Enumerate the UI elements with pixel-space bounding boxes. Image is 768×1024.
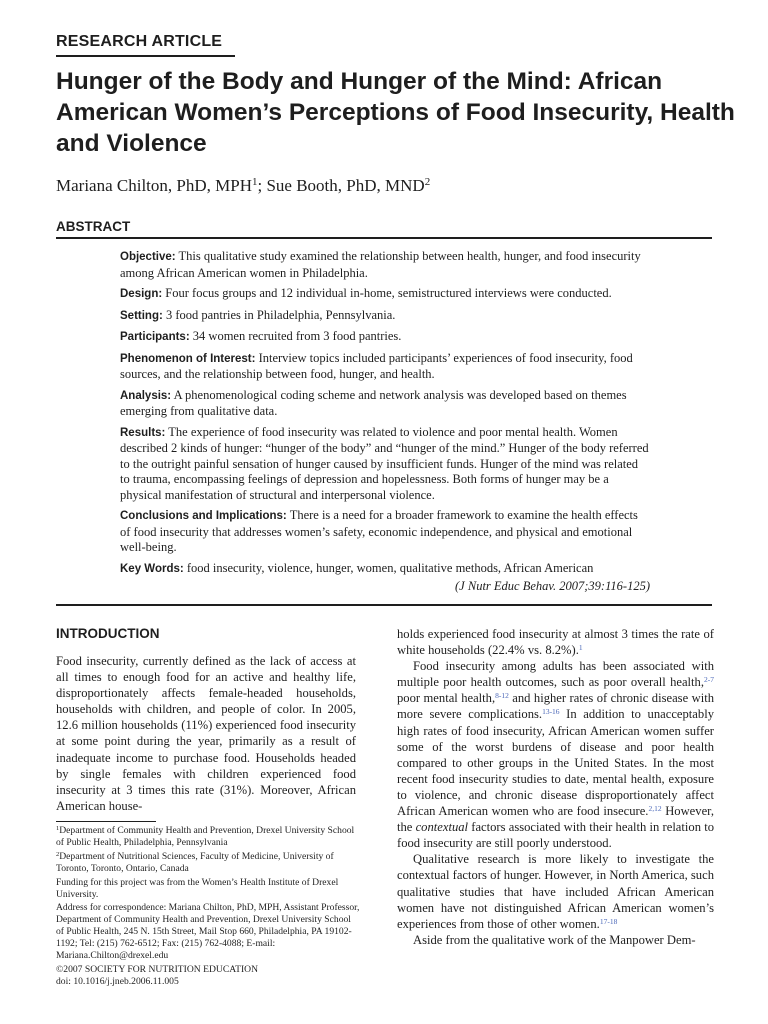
- abstract-section: [120, 508, 650, 556]
- abstract-section-label: Participants:: [120, 331, 190, 343]
- reference-link[interactable]: 17-18: [599, 916, 618, 926]
- abstract-section-label: Objective:: [120, 251, 176, 263]
- reference-link[interactable]: 8-12: [495, 691, 509, 701]
- reference-link[interactable]: 1: [578, 643, 583, 653]
- abstract-top-rule: [56, 237, 712, 239]
- author-name: Mariana Chilton, PhD, MPH: [56, 176, 252, 195]
- abstract-section: [120, 308, 650, 325]
- funding-note: Funding for this project was from the Women’s Health Institute of Drexel University.: [56, 876, 339, 900]
- article-type-label: RESEARCH ARTICLE: [56, 33, 223, 50]
- body-paragraph: Food insecurity, currently defined as the lack of access at all times to enough food for an active and healthy life, disproportionately affects female-headed households, households with children, and people of color. In 2005, 12.6 million households (11%) experienced food insecurity at some point during the year, primarily as a result of inadequate income to purchase food. Households headed by single females with children experienced food insecurity at 3 times this rate (31%). Moreover, African American house-: [56, 654, 356, 813]
- affiliation-marker: 1: [251, 176, 258, 188]
- correspondence-address: Address for correspondence: Mariana Chilton, PhD, MPH, Assistant Professor, Department of Community Health and Prevention, Drexel University School of Public Health, 245 N. 15th Street, Mail Stop 660, Philadelphia, PA 19102-1192; Tel: (215) 762-6512; Fax: (215) 762-4088; E-mail: Mariana.Chilton@drexel.edu: [56, 902, 360, 962]
- text-run: In addition to unacceptably high rates of food insecurity, African American women suffer some of the worst burdens of disease and poor health compared to other groups in the United States. In the most recent food insecurity studies to date, mental health, exposure to violence, and chronic disease disproportionately affect African American women who are food insecure.: [397, 707, 714, 819]
- right-column: [397, 626, 714, 948]
- abstract-section-text: There is a need for a broader framework to examine the health effects of food insecurity that addresses women’s safety, economic independence, and physical and emotional well-being.: [120, 508, 638, 554]
- text-run: holds experienced food insecurity at almost 3 times the rate of white households (22.4% vs. 8.2%).: [397, 627, 714, 658]
- copyright-notice: ©2007 SOCIETY FOR NUTRITION EDUCATION: [56, 963, 258, 975]
- affiliation-footnote: [56, 851, 361, 875]
- journal-citation: (J Nutr Educ Behav. 2007;39:116-125): [455, 579, 650, 593]
- left-column: [56, 626, 356, 814]
- author-line: [56, 176, 430, 196]
- text-run: poor mental health,: [397, 691, 496, 706]
- footnote-marker: 2: [56, 850, 60, 858]
- affiliation-marker: 2: [424, 176, 431, 188]
- doi: doi: 10.1016/j.jneb.2006.11.005: [56, 975, 179, 987]
- abstract-section-label: Analysis:: [120, 389, 172, 402]
- author-name: Sue Booth, PhD, MND: [266, 176, 425, 195]
- section-heading-introduction: INTRODUCTION: [56, 626, 160, 641]
- abstract-section-label: Key Words:: [120, 562, 184, 575]
- abstract-section-label: Design:: [120, 288, 163, 300]
- footnote-rule: [56, 821, 156, 822]
- abstract-section-label: Results:: [120, 426, 166, 439]
- abstract-section-text: This qualitative study examined the relationship between health, hunger, and food insecurity among African American women in Philadelphia.: [120, 249, 641, 280]
- abstract-section-text: Four focus groups and 12 individual in-home, semistructured interviews were conducted.: [165, 286, 612, 300]
- abstract-section-text: Interview topics included participants’ experiences of food insecurity, food sources, and the relationship between food, hunger, and health.: [120, 350, 633, 381]
- abstract-heading: ABSTRACT: [56, 219, 131, 234]
- abstract-bottom-rule: [56, 604, 712, 606]
- body-paragraph: [397, 626, 714, 658]
- footnote-marker: 1: [56, 825, 60, 832]
- abstract-section: [120, 388, 650, 420]
- affiliation-footnote: [56, 825, 361, 849]
- text-run: However, the: [397, 804, 714, 835]
- reference-link[interactable]: 13-16: [542, 707, 560, 717]
- body-paragraph: [397, 658, 714, 851]
- text-run: factors associated with their health in relation to food insecurity are still poorly understood.: [397, 820, 714, 851]
- footnotes-block: [56, 825, 361, 988]
- reference-link[interactable]: 2,12: [648, 804, 662, 814]
- abstract-section: [120, 425, 650, 504]
- text-run: and higher rates of chronic disease with more severe complications.: [397, 691, 714, 722]
- abstract-section-text: 34 women recruited from 3 food pantries.: [192, 329, 402, 343]
- keywords: [120, 561, 650, 578]
- abstract-section-text: food insecurity, violence, hunger, women, qualitative methods, African American: [186, 560, 594, 575]
- label-underline: [56, 55, 235, 57]
- article-title: Hunger of the Body and Hunger of the Mind: African American Women’s Perceptions of Food Insecurity, Health and Violence: [56, 68, 735, 157]
- abstract-section: [120, 286, 650, 303]
- abstract-section-text: The experience of food insecurity was related to violence and poor mental health. Women described 2 kinds of hunger: “hunger of the body” and “hunger of the mind.” Hunger of the body referred to the outright painful sensation of hunger caused by insufficient funds. Hunger of the mind was related to trauma, encompassing feelings of depression and hopelessness. Both forms of hunger may be a physical manifestation of structural and interpersonal violence.: [120, 424, 649, 502]
- emphasis-text: contextual: [415, 820, 469, 835]
- text-run: Food insecurity among adults has been associated with multiple poor health outcomes, such as poor overall health,: [397, 659, 714, 690]
- footnote-text: Department of Nutritional Sciences, Faculty of Medicine, University of Toronto, Toronto, Ontario, Canada: [56, 850, 334, 874]
- footnote-text: Department of Community Health and Prevention, Drexel University School of Public Health, Philadelphia, Pennsylvania: [56, 825, 355, 848]
- reference-link[interactable]: 2-7: [704, 675, 714, 685]
- body-paragraph: [397, 851, 714, 931]
- abstract-section: [120, 329, 650, 346]
- abstract-section-label: Conclusions and Implications:: [120, 510, 287, 522]
- abstract-section-text: A phenomenological coding scheme and network analysis was developed based on themes emerging from qualitative data.: [120, 387, 627, 418]
- abstract-section: [120, 249, 650, 281]
- body-paragraph: Aside from the qualitative work of the Manpower Dem-: [413, 932, 696, 947]
- abstract-section-text: 3 food pantries in Philadelphia, Pennsylvania.: [165, 307, 396, 322]
- abstract-section: [120, 351, 650, 383]
- author-separator: ;: [257, 176, 267, 195]
- abstract-section-label: Phenomenon of Interest:: [120, 352, 256, 365]
- abstract-block: [120, 249, 650, 594]
- text-run: Qualitative research is more likely to investigate the contextual factors of hunger. However, in North America, such qualitative studies that have included African American women have not distinguished African American women’s experiences from those of other women.: [397, 852, 714, 931]
- abstract-section-label: Setting:: [120, 309, 163, 322]
